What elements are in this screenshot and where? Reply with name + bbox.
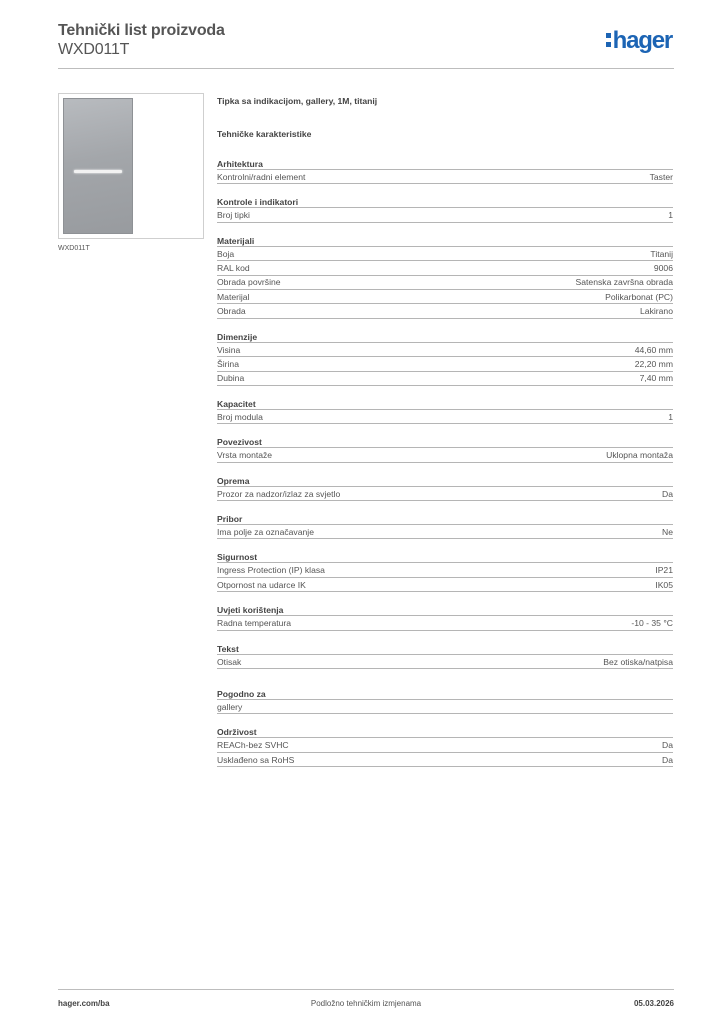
- spec-value: IK05: [655, 579, 673, 590]
- spec-group-title: Dimenzije: [217, 328, 673, 343]
- spec-groups: [217, 155, 673, 767]
- spec-value: Taster: [649, 171, 673, 182]
- spec-value: 1: [668, 210, 673, 221]
- spec-group-title: Materijali: [217, 232, 673, 247]
- spec-row: [217, 247, 673, 261]
- product-description: Tipka sa indikacijom, gallery, 1M, titanij: [217, 96, 378, 106]
- spec-row: [217, 700, 673, 714]
- spec-label: Broj tipki: [217, 210, 250, 221]
- spec-row: [217, 372, 673, 386]
- hager-logo: [606, 28, 672, 54]
- spec-row: [217, 753, 673, 767]
- spec-value: 7,40 mm: [639, 373, 673, 384]
- spec-label: REACh-bez SVHC: [217, 740, 289, 751]
- spec-group: [217, 510, 673, 539]
- spec-row: [217, 343, 673, 357]
- indicator-light-strip: [74, 170, 122, 173]
- spec-value: 22,20 mm: [634, 359, 673, 370]
- spec-label: Visina: [217, 344, 241, 355]
- spec-group-title: Sigurnost: [217, 548, 673, 563]
- spec-group: [217, 328, 673, 386]
- spec-value: Lakirano: [640, 306, 673, 317]
- page-footer: [58, 989, 674, 1013]
- document-title: Tehnički list proizvoda: [58, 22, 225, 39]
- spec-value: Uklopna montaža: [606, 450, 673, 461]
- spec-group-title: Povezivost: [217, 433, 673, 448]
- spec-group-title: Arhitektura: [217, 155, 673, 170]
- spec-value: Titanij: [650, 248, 673, 259]
- spec-value: 44,60 mm: [634, 344, 673, 355]
- spec-row: [217, 276, 673, 290]
- spec-label: Otpornost na udarce IK: [217, 579, 306, 590]
- footer-date: 05.03.2026: [633, 999, 674, 1008]
- spec-row: [217, 578, 673, 592]
- footer-website: hager.com/ba: [58, 999, 110, 1008]
- spec-row: [217, 304, 673, 318]
- spec-group-title: Pogodno za: [217, 685, 673, 700]
- spec-label: Ima polje za označavanje: [217, 526, 314, 537]
- spec-value: 1: [668, 411, 673, 422]
- spec-label: Širina: [217, 359, 239, 370]
- product-image-caption: WXD011T: [58, 245, 90, 252]
- spec-group: [217, 472, 673, 501]
- spec-group: [217, 193, 673, 222]
- spec-row: [217, 290, 673, 304]
- spec-group-title: Pribor: [217, 510, 673, 525]
- spec-label: Boja: [217, 248, 235, 259]
- spec-row: [217, 448, 673, 462]
- spec-row: [217, 525, 673, 539]
- spec-label: Broj modula: [217, 411, 263, 422]
- spec-label: RAL kod: [217, 263, 250, 274]
- spec-label: Obrada: [217, 306, 246, 317]
- spec-value: Bez otiska/natpisa: [603, 656, 673, 667]
- spec-group: [217, 685, 673, 714]
- spec-group: [217, 723, 673, 767]
- spec-group: [217, 548, 673, 592]
- spec-group-title: Tekst: [217, 640, 673, 655]
- spec-value: 9006: [653, 263, 673, 274]
- spec-label: Otisak: [217, 656, 242, 667]
- spec-group-title: Kontrole i indikatori: [217, 193, 673, 208]
- spec-value: Satenska završna obrada: [575, 277, 673, 288]
- spec-group: [217, 155, 673, 184]
- spec-row: [217, 616, 673, 630]
- spec-label: Vrsta montaže: [217, 450, 273, 461]
- spec-row: [217, 655, 673, 669]
- product-image: [58, 93, 204, 239]
- spec-value: Da: [662, 740, 673, 751]
- spec-group-title: Oprema: [217, 472, 673, 487]
- spec-value: Polikarbonat (PC): [605, 291, 673, 302]
- spec-group: [217, 433, 673, 462]
- spec-value: -10 - 35 °C: [631, 618, 673, 629]
- spec-row: [217, 738, 673, 752]
- spec-value: Ne: [662, 526, 673, 537]
- spec-label: Obrada površine: [217, 277, 281, 288]
- spec-row: [217, 410, 673, 424]
- logo-colon-icon: [606, 33, 611, 47]
- spec-label: Dubina: [217, 373, 245, 384]
- spec-group: [217, 395, 673, 424]
- spec-group-title: Uvjeti korištenja: [217, 601, 673, 616]
- spec-label: Usklađeno sa RoHS: [217, 754, 295, 765]
- spec-row: [217, 170, 673, 184]
- logo-text: hager: [612, 27, 672, 54]
- spec-row: [217, 357, 673, 371]
- spec-label: Prozor za nadzor/izlaz za svjetlo: [217, 488, 341, 499]
- spec-row: [217, 563, 673, 577]
- spec-label: Radna temperatura: [217, 618, 292, 629]
- spec-label: Kontrolni/radni element: [217, 171, 306, 182]
- spec-value: Da: [662, 488, 673, 499]
- spec-label: Materijal: [217, 291, 250, 302]
- spec-group: [217, 601, 673, 630]
- product-code: WXD011T: [58, 41, 130, 58]
- spec-group-title: Održivost: [217, 723, 673, 738]
- spec-row: [217, 487, 673, 501]
- spec-row: [217, 208, 673, 222]
- footer-notice: Podložno tehničkim izmjenama: [310, 999, 422, 1008]
- push-button-plate-icon: [63, 98, 133, 234]
- spec-group: [217, 640, 673, 669]
- spec-group: [217, 232, 673, 319]
- spec-row: [217, 261, 673, 275]
- page-header: [58, 22, 674, 69]
- technical-specifications: [217, 96, 673, 776]
- section-heading: Tehničke karakteristike: [217, 129, 312, 139]
- spec-group-title: Kapacitet: [217, 395, 673, 410]
- spec-label: Ingress Protection (IP) klasa: [217, 565, 325, 576]
- spec-value: IP21: [655, 565, 673, 576]
- spec-label: gallery: [217, 701, 243, 712]
- spec-value: Da: [662, 754, 673, 765]
